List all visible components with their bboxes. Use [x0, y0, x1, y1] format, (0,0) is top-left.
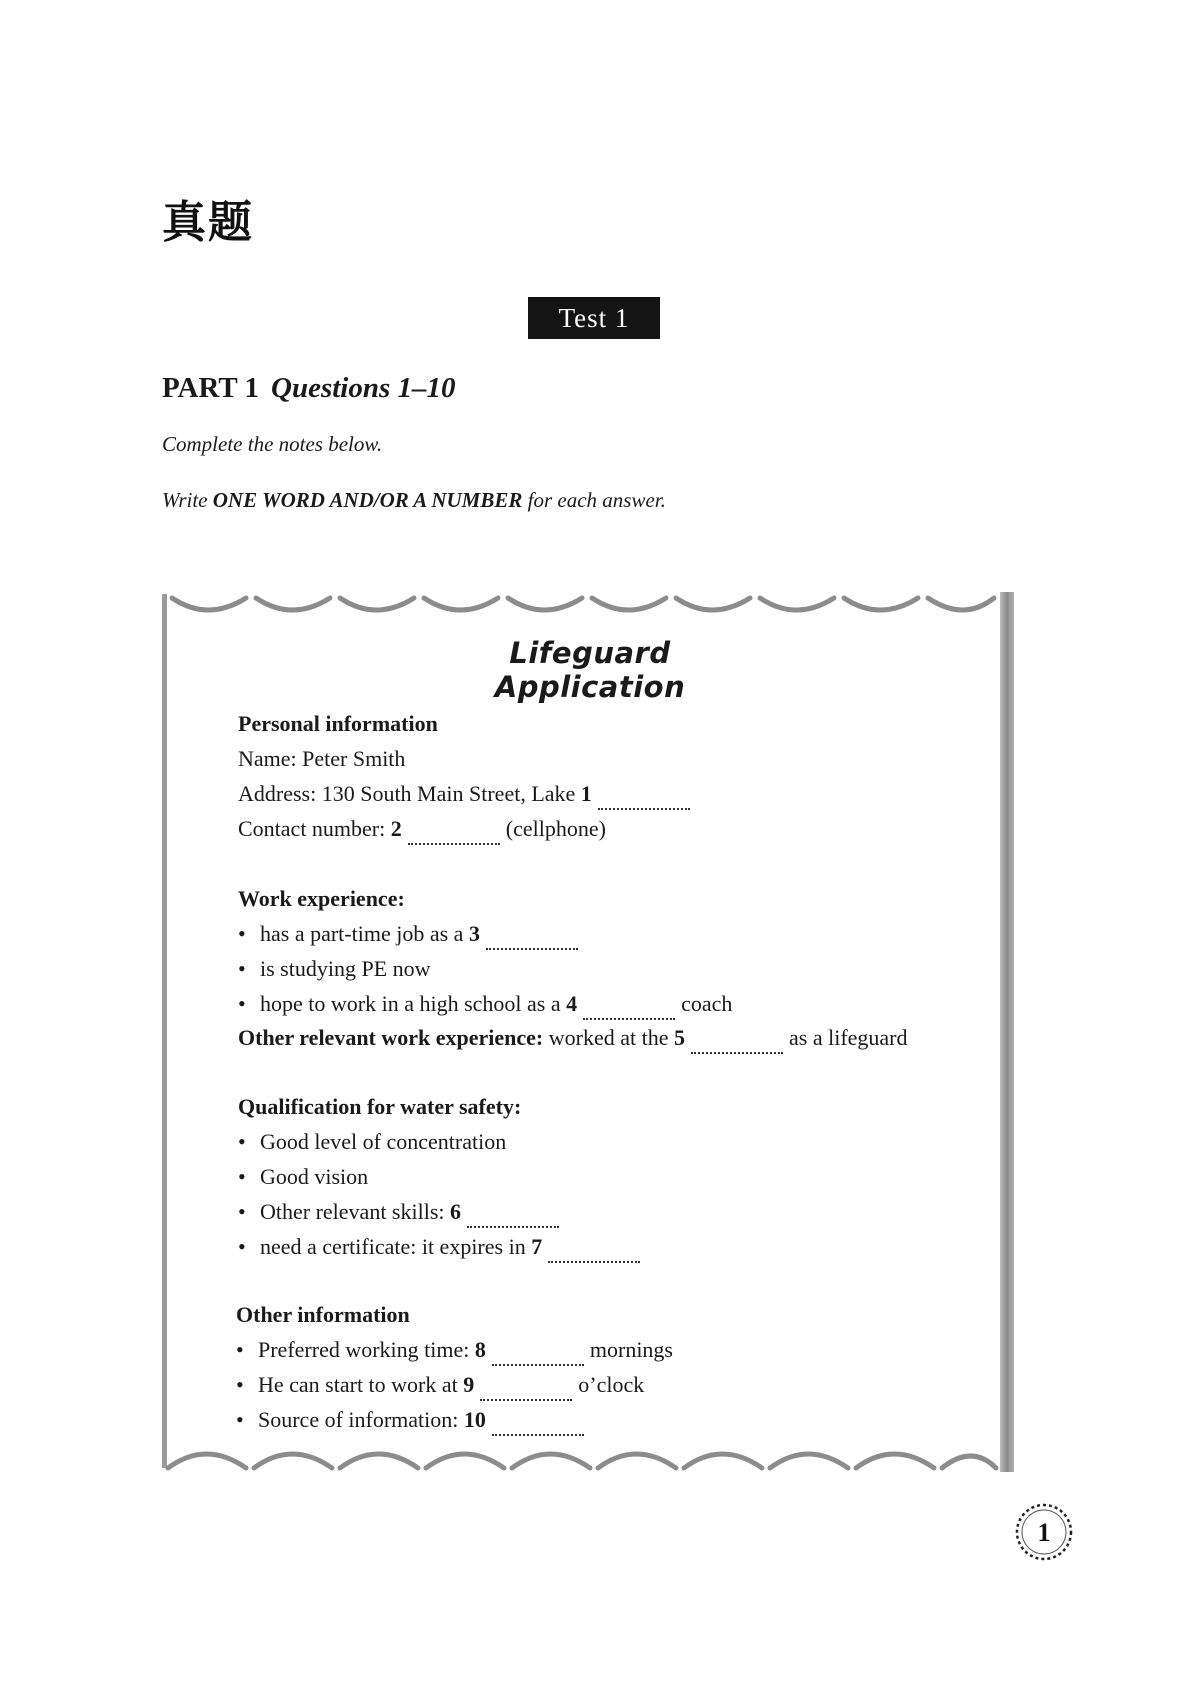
work-bullet-2: [238, 956, 431, 982]
question-number: 9: [463, 1372, 475, 1397]
qualification-bullet-3: [238, 1199, 565, 1228]
bullet: •: [238, 991, 246, 1016]
qualification-bullet-2: [238, 1164, 368, 1190]
bullet-text: Other relevant skills:: [260, 1199, 451, 1224]
frame-right-edge: [1000, 592, 1014, 1472]
page-heading: 真题: [162, 197, 254, 248]
bullet: •: [238, 1234, 246, 1259]
instruction-line-2: [162, 488, 666, 513]
contact-suffix: (cellphone): [505, 816, 606, 841]
bullet: •: [236, 1337, 244, 1362]
bullet: •: [238, 1164, 246, 1189]
contact-text: Contact number:: [238, 816, 391, 841]
other-work-suffix: as a lifeguard: [789, 1025, 908, 1050]
bullet-text: Source of information:: [258, 1407, 464, 1432]
instruction-text: for each answer.: [522, 488, 666, 512]
question-number: 10: [463, 1407, 486, 1432]
other-bullet-3: [236, 1407, 590, 1436]
question-number: 7: [531, 1234, 543, 1259]
part-label: PART 1: [162, 372, 259, 404]
part-questions: Questions 1–10: [271, 372, 456, 404]
answer-blank-6[interactable]: [467, 1226, 559, 1228]
bullet-suffix: coach: [681, 991, 733, 1016]
test-label: Test 1: [528, 297, 660, 339]
other-work-label: Other relevant work experience:: [238, 1025, 544, 1050]
question-number: 8: [474, 1337, 486, 1362]
bullet-text: Preferred working time:: [258, 1337, 475, 1362]
answer-blank-4[interactable]: [583, 1018, 675, 1020]
other-bullet-1: [236, 1337, 673, 1366]
page-number: 1: [1037, 1518, 1051, 1547]
answer-blank-10[interactable]: [492, 1434, 584, 1436]
question-number: 3: [468, 921, 480, 946]
qualification-bullet-1: [238, 1129, 506, 1155]
answer-blank-3[interactable]: [486, 948, 578, 950]
bullet-text: Good level of concentration: [260, 1129, 507, 1154]
name-line: Name: Peter Smith: [238, 746, 406, 771]
other-work-line: [238, 1025, 908, 1054]
answer-blank-8[interactable]: [492, 1364, 584, 1366]
qualification-bullet-4: [238, 1234, 646, 1263]
answer-blank-2[interactable]: [408, 843, 500, 845]
instruction-text: Write: [162, 488, 213, 512]
address-line: [238, 781, 696, 810]
work-bullet-1: [238, 921, 584, 950]
bottom-waves: [168, 1454, 996, 1468]
work-bullet-3: [238, 991, 732, 1020]
bullet: •: [238, 1199, 246, 1224]
bullet-text: Good vision: [260, 1164, 369, 1189]
address-text: Address: 130 South Main Street, Lake: [238, 781, 581, 806]
question-number: 2: [390, 816, 402, 841]
other-work-text: worked at the: [543, 1025, 674, 1050]
bullet: •: [238, 956, 246, 981]
bullet-text: is studying PE now: [260, 956, 431, 981]
part-heading: [162, 372, 456, 405]
bullet: •: [238, 921, 246, 946]
work-heading: Work experience:: [238, 886, 405, 911]
question-number: 5: [674, 1025, 685, 1050]
question-number: 6: [450, 1199, 462, 1224]
instruction-line-1: Complete the notes below.: [162, 432, 383, 456]
top-waves: [172, 598, 994, 610]
bullet-suffix: mornings: [589, 1337, 673, 1362]
other-bullet-2: [236, 1372, 644, 1401]
personal-heading: Personal information: [238, 711, 438, 736]
contact-line: [238, 816, 606, 845]
bullet-text: He can start to work at: [258, 1372, 464, 1397]
question-number: 1: [580, 781, 592, 806]
form-title: Lifeguard Application: [494, 636, 686, 704]
bullet-text: hope to work in a high school as a: [260, 991, 567, 1016]
answer-blank-1[interactable]: [598, 808, 690, 810]
bullet: •: [238, 1129, 246, 1154]
bullet: •: [236, 1407, 244, 1432]
bullet-suffix: o’clock: [578, 1372, 645, 1397]
qualification-heading: Qualification for water safety:: [238, 1094, 522, 1119]
frame-left-edge: [162, 594, 167, 1468]
bullet-text: has a part-time job as a: [260, 921, 469, 946]
other-info-heading: Other information: [236, 1302, 410, 1327]
bullet: •: [236, 1372, 244, 1397]
instruction-emphasis: ONE WORD AND/OR A NUMBER: [212, 488, 523, 512]
page-number-badge: [1012, 1500, 1076, 1564]
answer-blank-9[interactable]: [480, 1399, 572, 1401]
bullet-text: need a certificate: it expires in: [260, 1234, 532, 1259]
answer-blank-5[interactable]: [691, 1052, 783, 1054]
answer-blank-7[interactable]: [548, 1261, 640, 1263]
question-number: 4: [566, 991, 578, 1016]
